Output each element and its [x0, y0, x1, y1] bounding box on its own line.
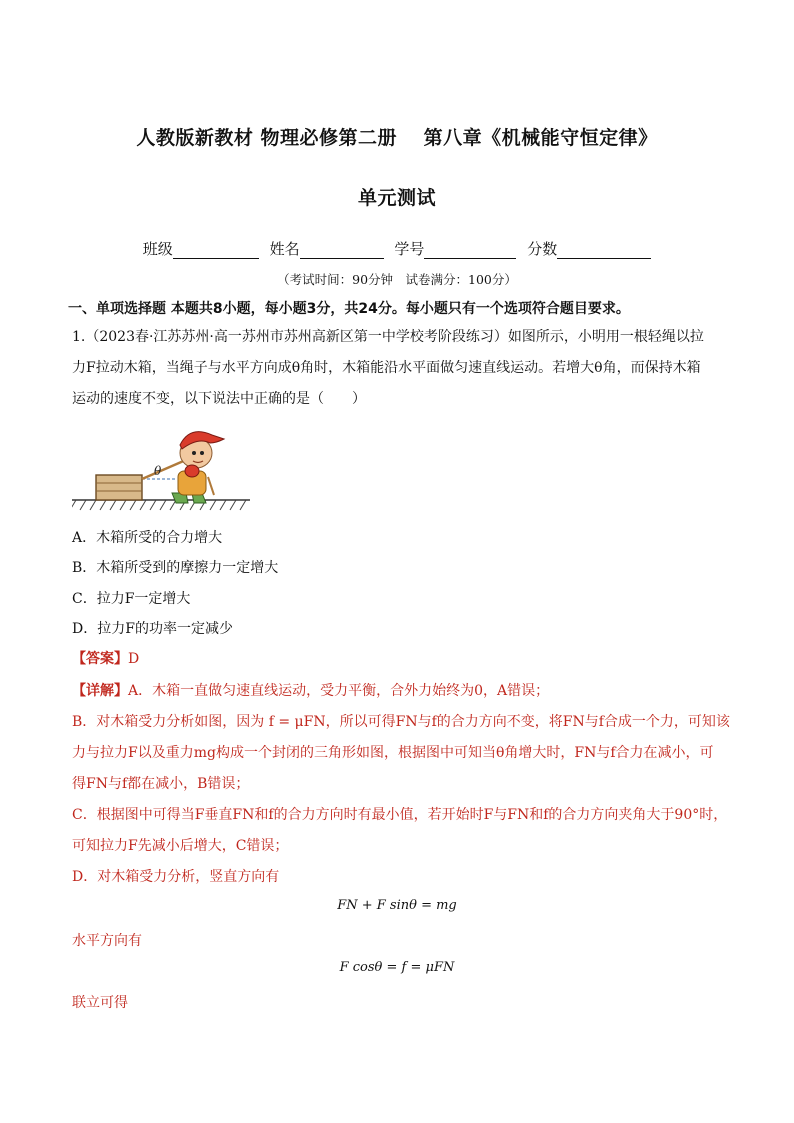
class-blank[interactable] [173, 244, 259, 259]
number-blank[interactable] [424, 244, 516, 259]
student-info-row [0, 238, 794, 259]
question-1-line-2: 力F拉动木箱，当绳子与水平方向成θ角时，木箱能沿水平面做匀速直线运动。若增大θ角，而保持木箱 [72, 360, 701, 376]
number-field: 学号 [394, 238, 516, 259]
explanation-line-1: 【详解】A．木箱一直做匀速直线运动，受力平衡，合外力始终为0，A错误； [72, 683, 550, 699]
score-field: 分数 [527, 238, 651, 259]
section-heading: 一、单项选择题 本题共8小题，每小题3分，共24分。每小题只有一个选项符合题目要求。 [68, 301, 630, 317]
explanation-line-5: C．根据图中可得当F垂直FN和f的合力方向时有最小值，若开始时F与FN和f的合力方向夹角大于90°时， [72, 807, 728, 823]
wooden-box [96, 475, 142, 500]
option-a: A．木箱所受的合力增大 [72, 530, 223, 546]
explanation-line-4: 得FN与f都在减小，B错误； [72, 776, 250, 792]
explanation-conclusion: 联立可得 [72, 995, 128, 1011]
option-c: C．拉力F一定增大 [72, 591, 191, 607]
theta-label: θ [154, 464, 162, 478]
answer-label: 【答案】 [72, 651, 128, 667]
explanation-line-3: 力与拉力F以及重力mg构成一个封闭的三角形如图，根据图中可知当θ角增大时，FN与f合力在减小，可 [72, 745, 714, 761]
answer-value: D [128, 651, 140, 667]
exam-subtitle: 单元测试 [357, 187, 436, 209]
explanation-line-6: 可知拉力F先减小后增大，C错误； [72, 838, 289, 854]
explanation-horizontal-label: 水平方向有 [72, 933, 142, 949]
name-field: 姓名 [270, 238, 384, 259]
option-b: B．木箱所受到的摩擦力一定增大 [72, 560, 279, 576]
exam-title: 人教版新教材 物理必修第二册 第八章《机械能守恒定律》 [136, 127, 658, 149]
equation-vertical: FN + F sinθ = mg [337, 898, 457, 913]
question-1-line-3: 运动的速度不变，以下说法中正确的是（ ） [72, 391, 366, 407]
explanation-line-7: D．对木箱受力分析，竖直方向有 [72, 869, 280, 885]
boy-pulling-box-figure [72, 413, 257, 513]
class-field: 班级 [143, 238, 259, 259]
boy-icon [172, 432, 224, 503]
answer-line [72, 648, 139, 668]
explanation-line-2: B．对木箱受力分析如图，因为 f = μFN，所以可得FN与f的合力方向不变，将FN与f合成一个力，可知该 [72, 714, 730, 730]
name-blank[interactable] [300, 244, 384, 259]
question-1-line-1: 1.（2023春·江苏苏州·高一苏州市苏州高新区第一中学校考阶段练习）如图所示，小明用一根轻绳以拉 [72, 329, 704, 345]
exam-time-note: （考试时间：90分钟 试卷满分：100分） [277, 272, 517, 287]
equation-horizontal: F cosθ = f = μFN [339, 960, 455, 975]
explanation-label: 【详解】 [72, 683, 128, 699]
score-blank[interactable] [557, 244, 651, 259]
option-d: D．拉力F的功率一定减少 [72, 621, 233, 637]
